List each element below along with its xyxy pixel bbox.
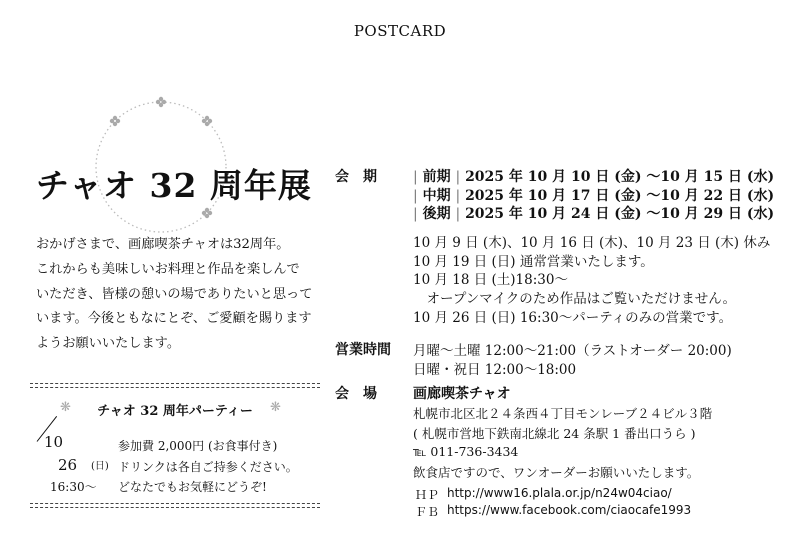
period-name: 後期	[422, 206, 451, 222]
period-dates: 2025 年 10 月 10 日 (金) ～10 月 15 日 (水)	[465, 169, 775, 185]
hours-holiday: 日曜・祝日 12:00～18:00	[413, 362, 577, 378]
party-title: チャオ 32 周年パーティー	[97, 404, 253, 419]
intro-line: いただき、皆様の憩いの場でありたいと思って	[36, 286, 313, 302]
intro-line: これからも美味しいお料理と作品を楽しんで	[36, 261, 300, 277]
period-row: | 前期 | 2025 年 10 月 10 日 (金) ～10 月 15 日 (水)	[413, 169, 775, 185]
party-fee: 参加費 2,000円 (お食事付き)	[118, 439, 278, 453]
party-date-weekday: (日)	[91, 461, 109, 472]
note-closed: 10 月 9 日 (木)、10 月 16 日 (木)、10 月 23 日 (木) 休み	[413, 235, 771, 251]
period-dates: 2025 年 10 月 24 日 (金) ～10 月 29 日 (水)	[465, 206, 775, 222]
party-date-day: 26	[58, 456, 78, 474]
intro-line: おかげさまで、画廊喫茶チャオは32周年。	[36, 237, 290, 252]
divider	[30, 387, 320, 388]
venue-tel: ℡ 011-736-3434	[413, 444, 519, 459]
fb-label: ＦＢ	[415, 505, 440, 519]
venue-access: ( 札幌市営地下鉄南北線北 24 条駅 1 番出口うら )	[413, 426, 696, 441]
flower-icon: ❋	[60, 400, 71, 415]
hours-weekday: 月曜～土曜 12:00～21:00（ラストオーダー 20:00)	[413, 343, 732, 359]
note-open: 10 月 19 日 (日) 通常営業いたします。	[413, 254, 654, 270]
divider	[30, 383, 320, 384]
intro-line: ようお願いいたします。	[36, 336, 181, 352]
flower-icon: ❋	[270, 400, 281, 415]
period-label: 会 期	[335, 169, 377, 185]
hp-label: ＨＰ	[415, 488, 440, 502]
intro-line: います。今後ともなにとぞ、ご愛顧を賜ります	[36, 311, 312, 327]
party-welcome: どなたでもお気軽にどうぞ!	[118, 480, 267, 494]
venue-label: 会 場	[335, 386, 377, 402]
period-name: 前期	[422, 169, 451, 185]
hours-label: 営業時間	[335, 342, 391, 358]
venue-note: 飲食店ですので、ワンオーダーお願いいたします。	[413, 465, 700, 480]
party-date-month: 10	[44, 433, 64, 451]
hp-link[interactable]: http://www16.plala.or.jp/n24w04ciao/	[447, 486, 672, 500]
divider	[30, 507, 320, 508]
note-open-mic-detail: オープンマイクのため作品はご覧いただけません。	[413, 291, 737, 307]
period-row: | 後期 | 2025 年 10 月 24 日 (金) ～10 月 29 日 (水)	[413, 206, 775, 222]
period-row: | 中期 | 2025 年 10 月 17 日 (金) ～10 月 22 日 (水)	[413, 188, 775, 204]
venue-name: 画廊喫茶チャオ	[413, 386, 511, 402]
page-title: チャオ 32 周年展	[36, 166, 312, 205]
period-dates: 2025 年 10 月 17 日 (金) ～10 月 22 日 (水)	[465, 188, 775, 204]
venue-address: 札幌市北区北２４条西４丁目モンレーブ２４ビル３階	[413, 406, 713, 421]
postcard-label: POSTCARD	[353, 22, 447, 40]
period-name: 中期	[422, 188, 451, 204]
intro-text	[36, 233, 326, 357]
note-open-mic: 10 月 18 日 (土)18:30～	[413, 272, 568, 288]
party-time: 16:30～	[50, 480, 97, 494]
divider	[30, 503, 320, 504]
party-drink: ドリンクは各自ご持参ください。	[118, 460, 298, 474]
fb-link[interactable]: https://www.facebook.com/ciaocafe1993	[447, 503, 692, 517]
note-party: 10 月 26 日 (日) 16:30～パーティのみの営業です。	[413, 310, 733, 326]
